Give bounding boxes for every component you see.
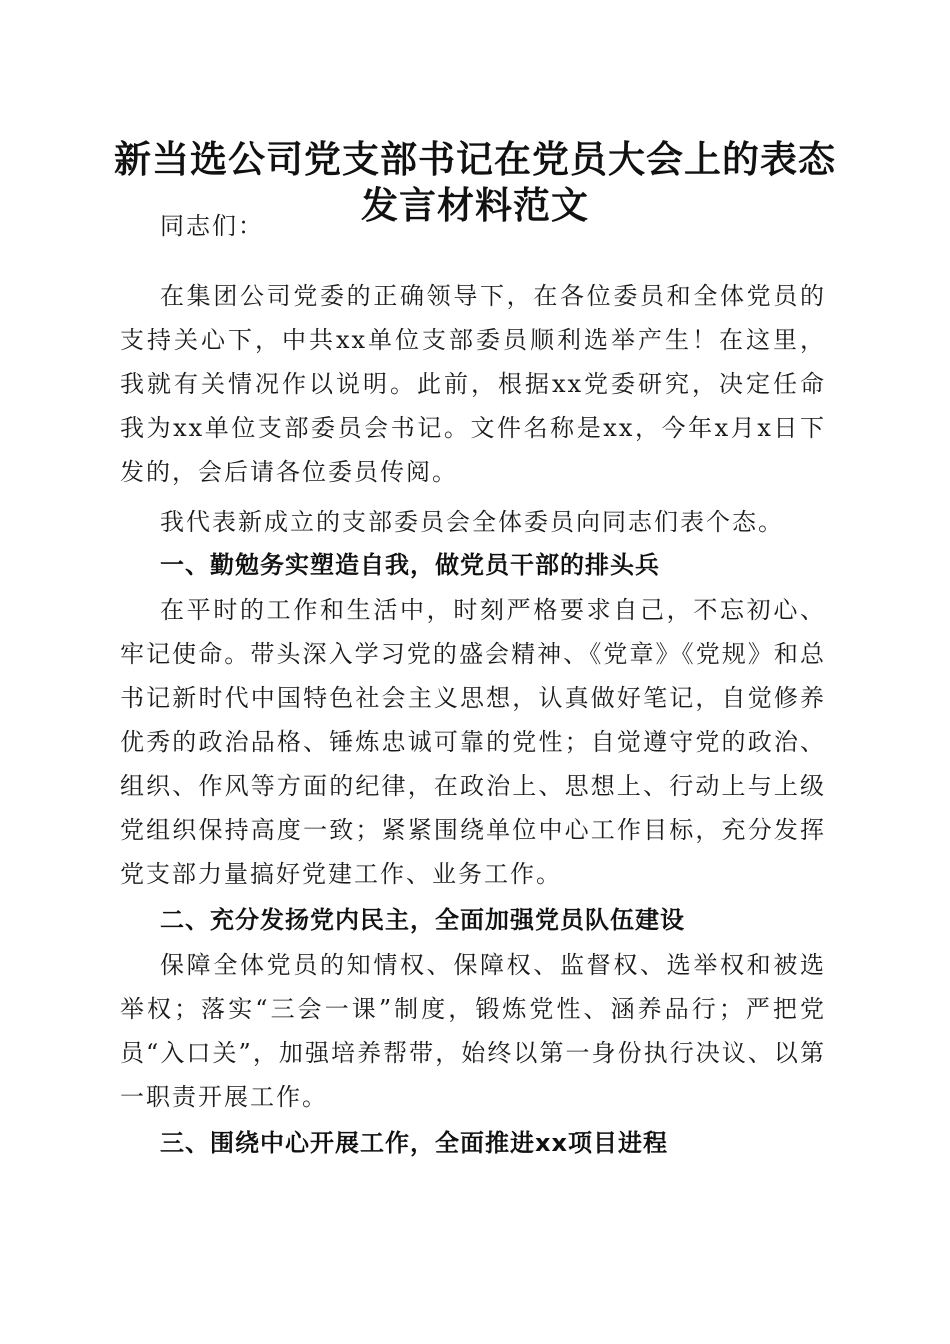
section-heading-3: 三、围绕中心开展工作，全面推进xx项目进程 (160, 1129, 668, 1157)
greeting: 同志们： (160, 212, 264, 240)
section-text-1: 在平时的工作和生活中，时刻严格要求自己，不忘初心、牢记使命。带头深入学习党的盛会精神、《党章》《党规》和总书记新时代中国特色社会主义思想，认真做好笔记，自觉修养优秀的政治品格、锤炼忠诚可靠的党性；自觉遵守党的政治、组织、作风等方面的纪律，在政治上、思想上、行动上与上级党组织保持高度一致；紧紧围绕单位中心工作目标，充分发挥党支部力量搞好党建工作、业务工作。 (120, 596, 826, 888)
section-heading-1: 一、勤勉务实塑造自我，做党员干部的排头兵 (160, 551, 660, 579)
paragraph-intro: 在集团公司党委的正确领导下，在各位委员和全体党员的支持关心下，中共xx单位支部委员顺利选举产生！在这里，我就有关情况作以说明。此前，根据xx党委研究，决定任命我为xx单位支部委员会书记。文件名称是xx，今年x月x日下发的，会后请各位委员传阅。 (120, 282, 826, 486)
section-text-2: 保障全体党员的知情权、保障权、监督权、选举权和被选举权；落实“三会一课”制度，锻炼党性、涵养品行；严把党员“入口关”，加强培养帮带，始终以第一身份执行决议、以第一职责开展工作。 (120, 951, 826, 1111)
section-heading-2: 二、充分发扬党内民主，全面加强党员队伍建设 (160, 906, 685, 934)
document-title: 新当选公司党支部书记在党员大会上的表态发言材料范文 (114, 137, 836, 227)
paragraph-statement: 我代表新成立的支部委员会全体委员向同志们表个态。 (160, 508, 784, 536)
